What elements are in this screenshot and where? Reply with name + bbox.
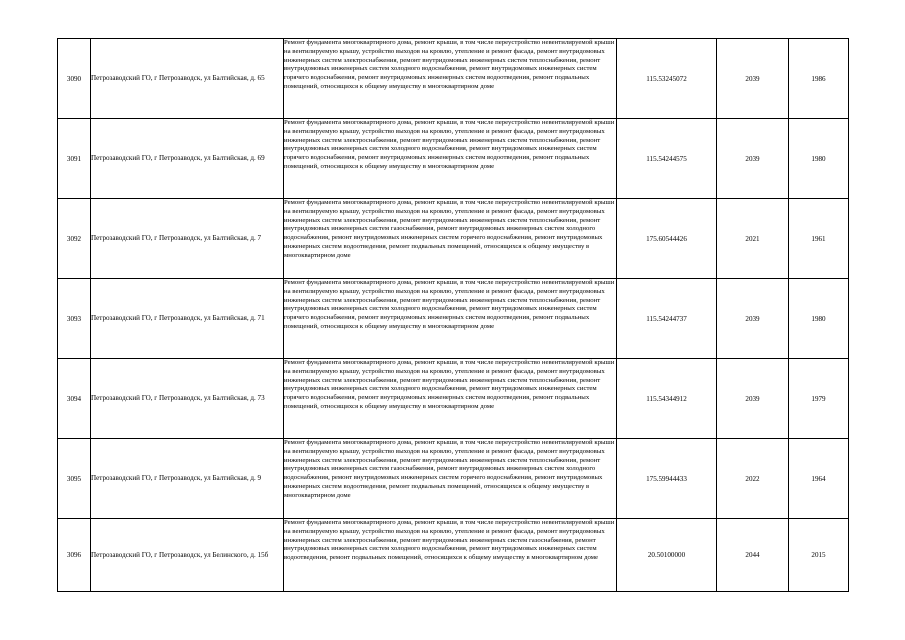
built-year-cell: 2015	[789, 519, 849, 592]
address-cell: Петрозаводский ГО, г Петрозаводск, ул Балтийская, д. 73	[91, 359, 284, 439]
planned-year-cell: 2039	[717, 359, 789, 439]
planned-year-cell: 2022	[717, 439, 789, 519]
row-number: 3091	[58, 119, 91, 199]
works-cell: Ремонт фундамента многоквартирного дома, ремонт крыши, в том числе переустройство невентилируемой крыши на вентилируемую крышу, устройство выходов на кровлю, утепление и ремонт фасада, ремонт внутридомовых инженерных систем электроснабжения, ремонт внутридомовых инженерных систем теплоснабжения, ремонт внутридомовых инженерных систем газоснабжения, ремонт внутридомовых инженерных систем холодного водоснабжения, ремонт внутридомовых инженерных систем горячего водоснабжения, ремонт внутридомовых инженерных систем водоотведения, ремонт подвальных помещений, относящихся к общему имуществу в многоквартирном доме	[284, 439, 617, 519]
works-cell: Ремонт фундамента многоквартирного дома, ремонт крыши, в том числе переустройство невентилируемой крыши на вентилируемую крышу, устройство выходов на кровлю, утепление и ремонт фасада, ремонт внутридомовых инженерных систем электроснабжения, ремонт внутридомовых инженерных систем теплоснабжения, ремонт внутридомовых инженерных систем холодного водоснабжения, ремонт внутридомовых инженерных систем горячего водоснабжения, ремонт внутридомовых инженерных систем водоотведения, ремонт подвальных помещений, относящихся к общему имуществу в многоквартирном доме	[284, 119, 617, 199]
works-cell: Ремонт фундамента многоквартирного дома, ремонт крыши, в том числе переустройство невентилируемой крыши на вентилируемую крышу, устройство выходов на кровлю, утепление и ремонт фасада, ремонт внутридомовых инженерных систем электроснабжения, ремонт внутридомовых инженерных систем теплоснабжения, ремонт внутридомовых инженерных систем холодного водоснабжения, ремонт внутридомовых инженерных систем горячего водоснабжения, ремонт внутридомовых инженерных систем водоотведения, ремонт подвальных помещений, относящихся к общему имуществу в многоквартирном доме	[284, 39, 617, 119]
address-cell: Петрозаводский ГО, г Петрозаводск, ул Балтийская, д. 7	[91, 199, 284, 279]
works-cell: Ремонт фундамента многоквартирного дома, ремонт крыши, в том числе переустройство невентилируемой крыши на вентилируемую крышу, устройство выходов на кровлю, утепление и ремонт фасада, ремонт внутридомовых инженерных систем электроснабжения, ремонт внутридомовых инженерных систем газоснабжения, ремонт внутридомовых инженерных систем холодного водоснабжения, ремонт внутридомовых инженерных систем водоотведения, ремонт подвальных помещений, относящихся к общему имуществу в многоквартирном доме	[284, 519, 617, 592]
cost-cell: 20.50100000	[617, 519, 717, 592]
cost-cell: 115.54244575	[617, 119, 717, 199]
built-year-cell: 1961	[789, 199, 849, 279]
table-row	[58, 39, 849, 119]
built-year-cell: 1980	[789, 119, 849, 199]
works-cell: Ремонт фундамента многоквартирного дома, ремонт крыши, в том числе переустройство невентилируемой крыши на вентилируемую крышу, устройство выходов на кровлю, утепление и ремонт фасада, ремонт внутридомовых инженерных систем электроснабжения, ремонт внутридомовых инженерных систем теплоснабжения, ремонт внутридомовых инженерных систем газоснабжения, ремонт внутридомовых инженерных систем холодного водоснабжения, ремонт внутридомовых инженерных систем горячего водоснабжения, ремонт внутридомовых инженерных систем водоотведения, ремонт подвальных помещений, относящихся к общему имуществу в многоквартирном доме	[284, 199, 617, 279]
cost-cell: 175.59944433	[617, 439, 717, 519]
row-number: 3093	[58, 279, 91, 359]
planned-year-cell: 2021	[717, 199, 789, 279]
address-cell: Петрозаводский ГО, г Петрозаводск, ул Балтийская, д. 9	[91, 439, 284, 519]
table-row	[58, 199, 849, 279]
row-number: 3092	[58, 199, 91, 279]
table-row	[58, 359, 849, 439]
table-row	[58, 279, 849, 359]
planned-year-cell: 2039	[717, 119, 789, 199]
table-row	[58, 439, 849, 519]
planned-year-cell: 2044	[717, 519, 789, 592]
row-number: 3095	[58, 439, 91, 519]
cost-cell: 115.54344912	[617, 359, 717, 439]
address-cell: Петрозаводский ГО, г Петрозаводск, ул Балтийская, д. 69	[91, 119, 284, 199]
built-year-cell: 1986	[789, 39, 849, 119]
works-cell: Ремонт фундамента многоквартирного дома, ремонт крыши, в том числе переустройство невентилируемой крыши на вентилируемую крышу, устройство выходов на кровлю, утепление и ремонт фасада, ремонт внутридомовых инженерных систем электроснабжения, ремонт внутридомовых инженерных систем теплоснабжения, ремонт внутридомовых инженерных систем холодного водоснабжения, ремонт внутридомовых инженерных систем горячего водоснабжения, ремонт внутридомовых инженерных систем водоотведения, ремонт подвальных помещений, относящихся к общему имуществу в многоквартирном доме	[284, 279, 617, 359]
row-number: 3094	[58, 359, 91, 439]
built-year-cell: 1964	[789, 439, 849, 519]
address-cell: Петрозаводский ГО, г Петрозаводск, ул Белинского, д. 15б	[91, 519, 284, 592]
row-number: 3096	[58, 519, 91, 592]
table-row	[58, 119, 849, 199]
works-cell: Ремонт фундамента многоквартирного дома, ремонт крыши, в том числе переустройство невентилируемой крыши на вентилируемую крышу, устройство выходов на кровлю, утепление и ремонт фасада, ремонт внутридомовых инженерных систем электроснабжения, ремонт внутридомовых инженерных систем теплоснабжения, ремонт внутридомовых инженерных систем холодного водоснабжения, ремонт внутридомовых инженерных систем горячего водоснабжения, ремонт внутридомовых инженерных систем водоотведения, ремонт подвальных помещений, относящихся к общему имуществу в многоквартирном доме	[284, 359, 617, 439]
built-year-cell: 1980	[789, 279, 849, 359]
table-row	[58, 519, 849, 592]
built-year-cell: 1979	[789, 359, 849, 439]
housing-repair-table	[57, 38, 849, 592]
address-cell: Петрозаводский ГО, г Петрозаводск, ул Балтийская, д. 71	[91, 279, 284, 359]
address-cell: Петрозаводский ГО, г Петрозаводск, ул Балтийская, д. 65	[91, 39, 284, 119]
cost-cell: 115.54244737	[617, 279, 717, 359]
cost-cell: 115.53245072	[617, 39, 717, 119]
row-number: 3090	[58, 39, 91, 119]
planned-year-cell: 2039	[717, 279, 789, 359]
cost-cell: 175.60544426	[617, 199, 717, 279]
planned-year-cell: 2039	[717, 39, 789, 119]
